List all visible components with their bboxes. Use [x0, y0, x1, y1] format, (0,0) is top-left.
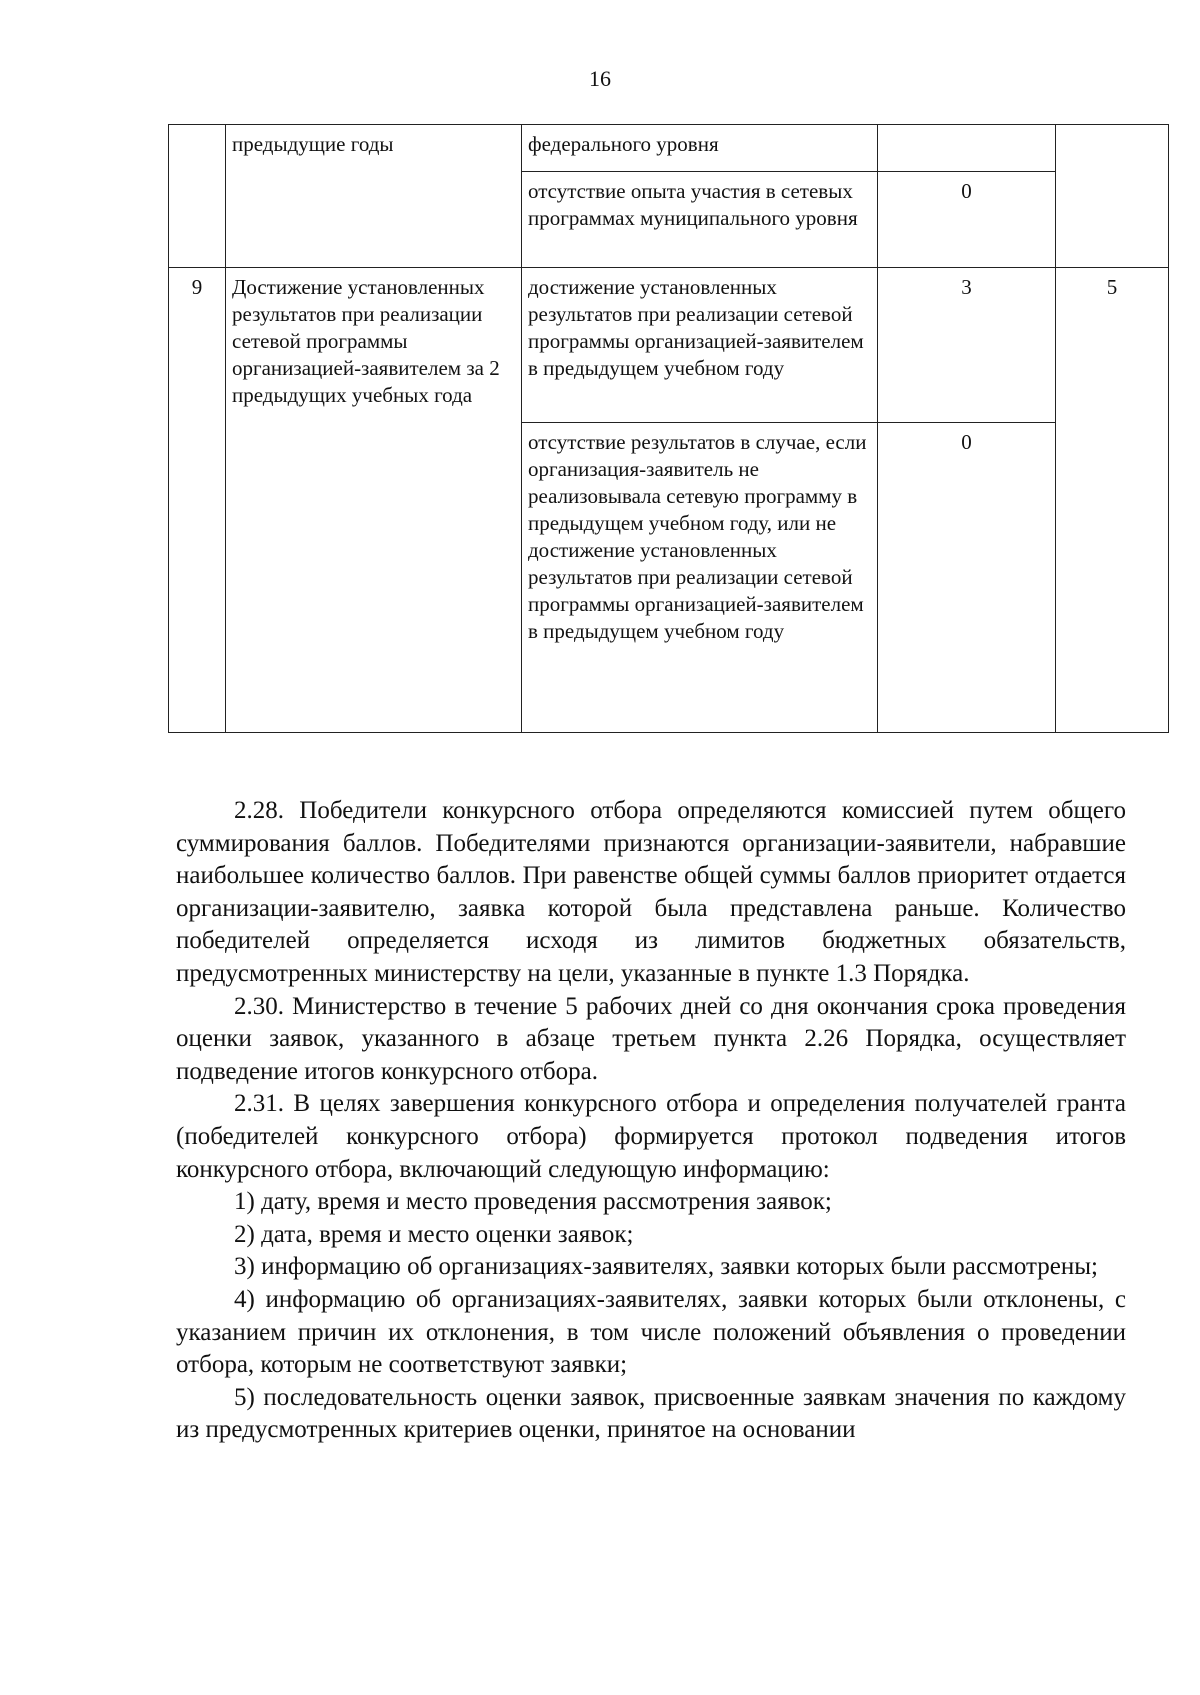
- list-item: 5) последовательность оценки заявок, присвоенные заявкам значения по каждому из предусмотренных критериев оценки, принятое на основании: [176, 1383, 1126, 1444]
- paragraph-2-31: 2.31. В целях завершения конкурсного отбора и определения получателей гранта (победителей конкурсного отбора) формируется протокол подведения итогов конкурсного отбора, включающий следующую информацию:: [176, 1090, 1126, 1183]
- criterion-cell: Достижение установленных результатов при реализации сетевой программы организацией-заявителем за 2 предыдущих учебных года: [226, 268, 522, 733]
- paragraph-2-28: 2.28. Победители конкурсного отбора определяются комиссией путем общего суммирования баллов. Победителями признаются организации-заявители, набравшие наибольшее количество баллов. При равенстве общей суммы баллов приоритет отдается организации-заявителю, заявка которой была представлена раньше. Количество победителей определяется исходя из лимитов бюджетных обязательств, предусмотренных министерству на цели, указанные в пункте 1.3 Порядка.: [176, 797, 1126, 987]
- score-cell: 0: [878, 423, 1056, 733]
- score-cell: [878, 125, 1056, 172]
- score-cell: 3: [878, 268, 1056, 423]
- row-number-cell: [169, 125, 226, 268]
- list-item: 4) информацию об организациях-заявителях, заявки которых были отклонены, с указанием причин их отклонения, в том числе положений объявления о проведении отбора, которым не соответствуют заявки;: [176, 1285, 1126, 1379]
- table-row: [169, 125, 1169, 172]
- max-score-cell: 5: [1056, 268, 1169, 733]
- criterion-cell: предыдущие годы: [226, 125, 522, 268]
- body-text: [176, 795, 1126, 1447]
- option-cell: достижение установленных результатов при реализации сетевой программы организацией-заявителем в предыдущем учебном году: [522, 268, 878, 423]
- max-score-cell: [1056, 125, 1169, 268]
- option-cell: отсутствие результатов в случае, если организация-заявитель не реализовывала сетевую программу в предыдущем учебном году, или не достижение установленных результатов при реализации сетевой программы организацией-заявителем в предыдущем учебном году: [522, 423, 878, 733]
- list-item: 3) информацию об организациях-заявителях, заявки которых были рассмотрены;: [234, 1253, 1098, 1281]
- row-number-cell: 9: [169, 268, 226, 733]
- option-cell: федерального уровня: [522, 125, 878, 172]
- paragraph-2-30: 2.30. Министерство в течение 5 рабочих дней со дня окончания срока проведения оценки заявок, указанного в абзаце третьем пункта 2.26 Порядка, осуществляет подведение итогов конкурсного отбора.: [176, 992, 1126, 1085]
- list-item: 2) дата, время и место оценки заявок;: [234, 1220, 634, 1248]
- score-cell: 0: [878, 172, 1056, 268]
- page-number: 16: [589, 66, 611, 91]
- table-row: [169, 268, 1169, 423]
- option-cell: отсутствие опыта участия в сетевых программах муниципального уровня: [522, 172, 878, 268]
- criteria-table: [168, 124, 1169, 733]
- list-item: 1) дату, время и место проведения рассмотрения заявок;: [234, 1188, 832, 1216]
